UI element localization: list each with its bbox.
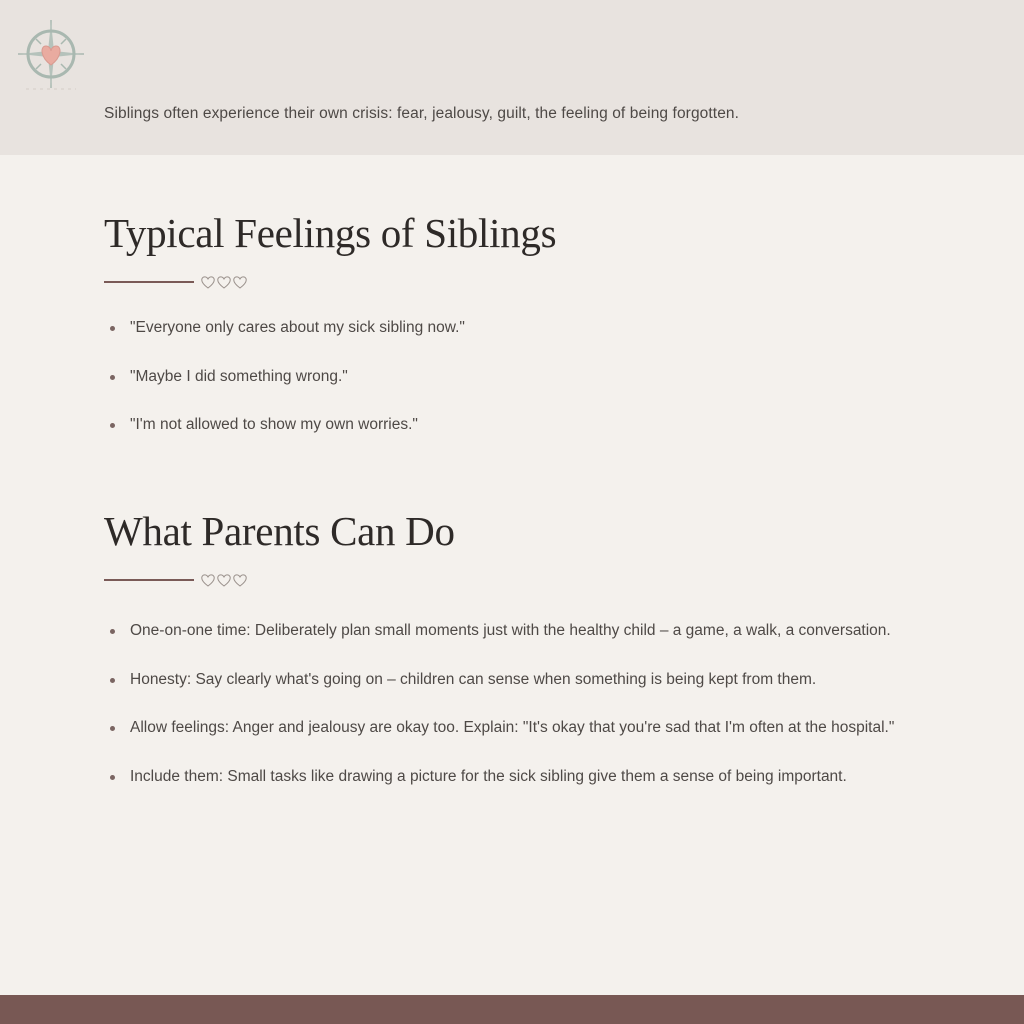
heart-outline-icon	[232, 275, 248, 289]
feelings-list	[104, 316, 964, 437]
footer-band	[0, 995, 1024, 1024]
list-item: Include them: Small tasks like drawing a picture for the sick sibling give them a sense of being important.	[104, 765, 964, 789]
header-band	[0, 0, 1024, 155]
list-item: Allow feelings: Anger and jealousy are okay too. Explain: "It's okay that you're sad that I'm often at the hospital."	[104, 716, 964, 740]
divider-line	[104, 579, 194, 581]
heart-outline-icon	[216, 275, 232, 289]
list-item: "Everyone only cares about my sick sibling now."	[104, 316, 964, 340]
section-divider	[104, 273, 964, 291]
section-divider	[104, 571, 964, 589]
list-item: "I'm not allowed to show my own worries."	[104, 413, 964, 437]
list-item: "Maybe I did something wrong."	[104, 365, 964, 389]
section-sibling-feelings	[104, 210, 964, 437]
heart-outline-icon	[200, 573, 216, 587]
heart-outline-icon	[200, 275, 216, 289]
section-title: Typical Feelings of Siblings	[104, 210, 557, 256]
section-title: What Parents Can Do	[104, 508, 455, 554]
main-content	[104, 155, 964, 789]
list-item: One-on-one time: Deliberately plan small moments just with the healthy child – a game, a walk, a conversation.	[104, 619, 964, 643]
intro-text: Siblings often experience their own crisis: fear, jealousy, guilt, the feeling of being forgotten.	[104, 105, 740, 122]
section-what-parents-can-do	[104, 508, 964, 789]
list-item: Honesty: Say clearly what's going on – children can sense when something is being kept from them.	[104, 668, 964, 692]
divider-line	[104, 281, 194, 283]
heart-outline-icon	[232, 573, 248, 587]
compass-heart-icon	[16, 18, 86, 90]
heart-outline-icon	[216, 573, 232, 587]
parent-actions-list	[104, 619, 964, 789]
